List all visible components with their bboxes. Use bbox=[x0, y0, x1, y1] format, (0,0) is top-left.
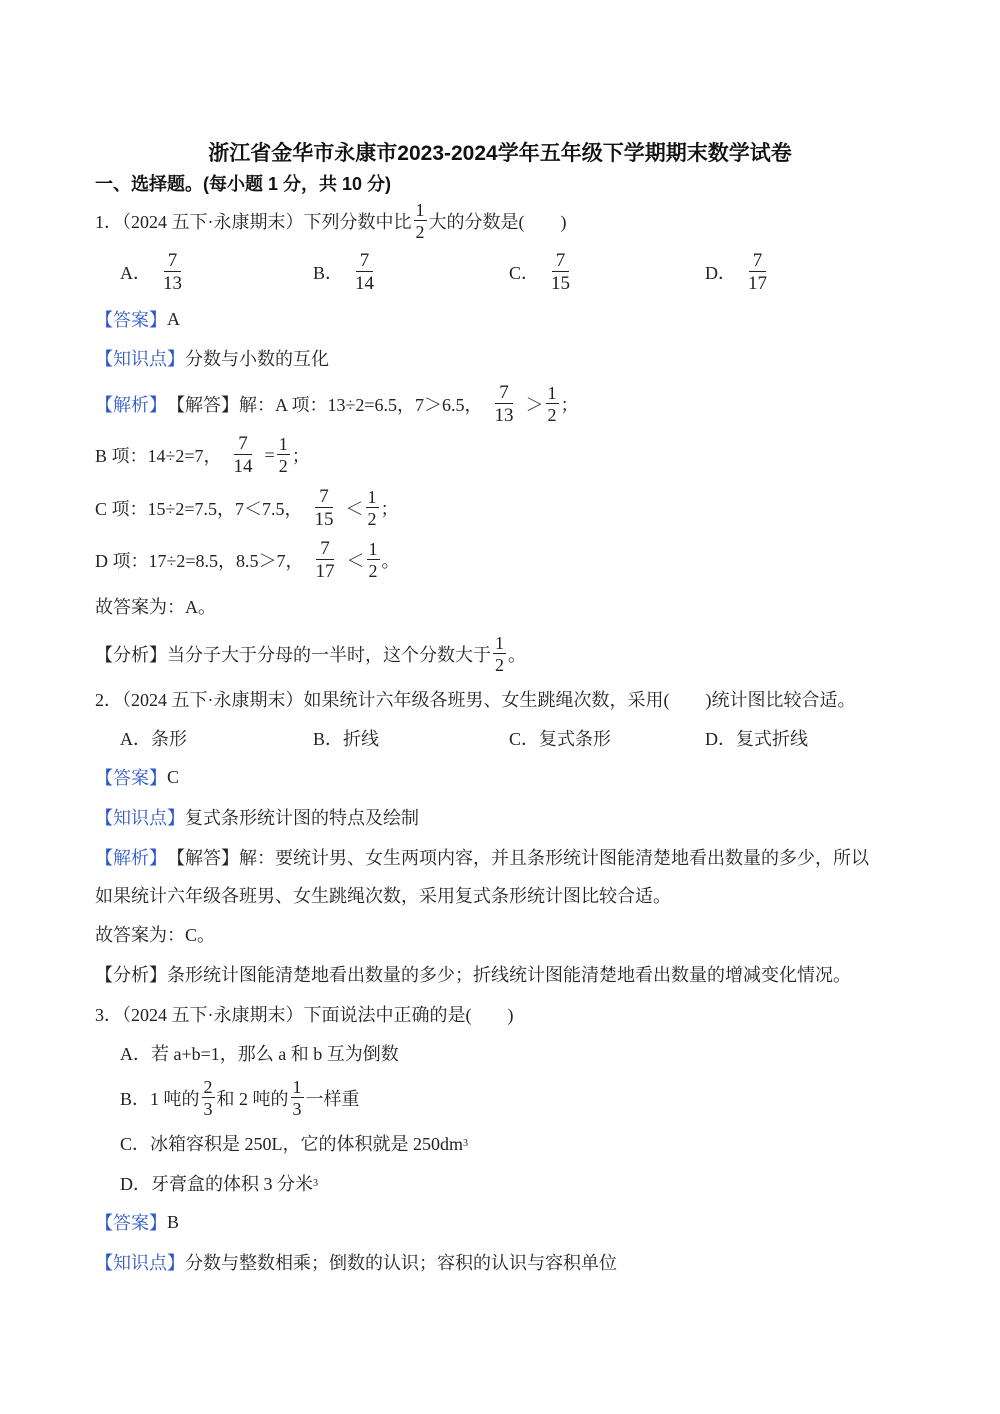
text-run: 【分析】条形统计图能清楚地看出数量的多少；折线统计图能清楚地看出数量的增减变化情况。 bbox=[95, 965, 851, 985]
numerator: 1 bbox=[547, 383, 557, 403]
text-run: 复式条形统计图的特点及绘制 bbox=[185, 808, 419, 828]
text-run: A．条形 bbox=[120, 729, 187, 749]
fraction bbox=[230, 434, 257, 476]
text-line bbox=[95, 384, 579, 424]
text-line bbox=[95, 338, 329, 378]
text-run: 分数与整数相乘；倒数的认识；容积的认识与容积单位 bbox=[185, 1253, 617, 1273]
text-line bbox=[120, 1033, 399, 1073]
denominator: 13 bbox=[494, 405, 514, 426]
text-run: 如果统计六年级各班男、女生跳绳次数，采用复式条形统计图比较合适。 bbox=[95, 886, 671, 906]
text-run: ； bbox=[560, 395, 579, 415]
text-run: C．冰箱容积是 250L，它的体积就是 250dm bbox=[120, 1134, 464, 1154]
text-line bbox=[95, 875, 671, 915]
text-run: 【解答】解：A 项：13÷2=6.5，7＞6.5， bbox=[167, 395, 483, 415]
text-run: ＜ bbox=[346, 551, 365, 571]
section-tag: 【答案】 bbox=[95, 768, 167, 788]
answer-option bbox=[313, 252, 386, 292]
text-run: 大的分数是( ) bbox=[428, 212, 567, 232]
text-line bbox=[120, 1163, 318, 1203]
text-run: B．1 吨的 bbox=[120, 1089, 200, 1109]
fraction bbox=[367, 540, 380, 580]
denominator: 3 bbox=[203, 1099, 213, 1119]
section-tag: 【解析】 bbox=[95, 848, 167, 868]
answer-option bbox=[705, 718, 808, 758]
section-heading: 一、选择题。(每小题 1 分，共 10 分) bbox=[95, 174, 392, 194]
numerator: 7 bbox=[495, 383, 513, 404]
text-line bbox=[95, 299, 180, 339]
denominator: 15 bbox=[314, 509, 334, 530]
answer-option bbox=[509, 718, 611, 758]
denominator: 15 bbox=[551, 273, 571, 294]
fraction bbox=[547, 251, 574, 293]
numerator: 1 bbox=[367, 487, 377, 507]
text-run: 故答案为：A。 bbox=[95, 597, 216, 617]
denominator: 2 bbox=[367, 509, 377, 529]
text-run: D．复式折线 bbox=[705, 729, 808, 749]
denominator: 13 bbox=[163, 273, 182, 294]
text-line bbox=[95, 954, 851, 994]
fraction bbox=[202, 1078, 215, 1118]
text-line bbox=[95, 757, 179, 797]
answer-option bbox=[313, 718, 379, 758]
section-tag: 【解析】 bbox=[95, 395, 167, 415]
text-run: 和 2 吨的 bbox=[216, 1089, 289, 1109]
numerator: 7 bbox=[749, 251, 767, 272]
numerator: 7 bbox=[234, 434, 252, 455]
numerator: 7 bbox=[316, 539, 334, 560]
text-line bbox=[95, 914, 215, 954]
denominator: 2 bbox=[547, 405, 557, 425]
fraction bbox=[351, 251, 378, 293]
numerator: 7 bbox=[552, 251, 570, 272]
text-run: 2．（2024 五下·永康期末）如果统计六年级各班男、女生跳绳次数，采用( )统计图比较合适。 bbox=[95, 690, 856, 710]
text-line bbox=[95, 837, 869, 877]
text-run: 1．（2024 五下·永康期末）下列分数中比 bbox=[95, 212, 412, 232]
text-run: C 项：15÷2=7.5，7＜7.5， bbox=[95, 499, 303, 519]
text-run: C．复式条形 bbox=[509, 729, 612, 749]
fraction bbox=[277, 435, 290, 475]
text-run: 3．（2024 五下·永康期末）下面说法中正确的是( ) bbox=[95, 1005, 514, 1025]
denominator: 2 bbox=[415, 222, 425, 242]
fraction bbox=[311, 487, 338, 529]
section-tag: 【知识点】 bbox=[95, 1253, 185, 1273]
page-title: 浙江省金华市永康市2023-2024学年五年级下学期期末数学试卷 bbox=[208, 142, 792, 165]
denominator: 17 bbox=[748, 273, 767, 294]
text-run: B． bbox=[313, 263, 344, 283]
text-run: 【分析】当分子大于分母的一半时，这个分数大于 bbox=[95, 645, 491, 665]
numerator: 7 bbox=[315, 487, 333, 508]
text-run: 。 bbox=[381, 551, 400, 571]
text-run: B bbox=[167, 1211, 180, 1232]
text-line bbox=[120, 1123, 468, 1163]
denominator: 2 bbox=[495, 655, 504, 675]
denominator: 14 bbox=[355, 273, 375, 294]
text-run: D．牙膏盒的体积 3 分米 bbox=[120, 1174, 313, 1194]
answer-option bbox=[120, 252, 194, 292]
text-line bbox=[95, 1242, 617, 1282]
fraction bbox=[491, 383, 518, 425]
numerator: 1 bbox=[368, 539, 378, 559]
fraction bbox=[291, 1078, 304, 1118]
text-run: A． bbox=[120, 263, 151, 283]
text-run: A bbox=[167, 308, 180, 329]
text-line bbox=[95, 797, 419, 837]
text-run: ； bbox=[380, 499, 399, 519]
numerator: 1 bbox=[415, 200, 425, 220]
denominator: 2 bbox=[278, 456, 288, 476]
numerator: 7 bbox=[356, 251, 374, 272]
fraction bbox=[493, 634, 506, 674]
text-run: 一样重 bbox=[305, 1089, 360, 1109]
text-run: 故答案为：C。 bbox=[95, 925, 216, 945]
text-run: D． bbox=[705, 263, 736, 283]
fraction bbox=[159, 251, 186, 293]
text-line bbox=[95, 679, 855, 719]
fraction bbox=[366, 488, 379, 528]
text-line bbox=[95, 634, 526, 674]
text-run: = bbox=[264, 444, 275, 465]
numerator: 2 bbox=[203, 1077, 213, 1097]
answer-option bbox=[705, 252, 779, 292]
text-run: B 项：14÷2=7， bbox=[95, 446, 222, 466]
section-tag: 【知识点】 bbox=[95, 349, 185, 369]
fraction bbox=[546, 384, 559, 424]
fraction bbox=[312, 539, 339, 581]
text-line bbox=[95, 586, 216, 626]
text-run: ； bbox=[291, 446, 310, 466]
fraction bbox=[414, 201, 427, 241]
text-run: C． bbox=[509, 263, 540, 283]
section-tag: 【答案】 bbox=[95, 310, 167, 330]
fraction bbox=[744, 251, 771, 293]
superscript: 3 bbox=[313, 1177, 318, 1189]
numerator: 1 bbox=[495, 633, 504, 653]
denominator: 3 bbox=[292, 1099, 302, 1119]
section-tag: 【知识点】 bbox=[95, 808, 185, 828]
text-line bbox=[120, 1078, 360, 1118]
superscript: 3 bbox=[463, 1137, 469, 1149]
text-line bbox=[95, 488, 399, 528]
answer-option bbox=[120, 718, 187, 758]
denominator: 14 bbox=[233, 456, 253, 477]
numerator: 7 bbox=[164, 251, 182, 272]
text-run: ＜ bbox=[345, 499, 364, 519]
numerator: 1 bbox=[278, 434, 288, 454]
text-run: B．折线 bbox=[313, 729, 380, 749]
text-run: 【解答】解：要统计男、女生两项内容，并且条形统计图能清楚地看出数量的多少，所以 bbox=[167, 848, 869, 868]
text-line bbox=[95, 994, 513, 1034]
text-run: 。 bbox=[508, 645, 526, 665]
text-line bbox=[95, 1202, 179, 1242]
section-tag: 【答案】 bbox=[95, 1213, 167, 1233]
text-line bbox=[95, 435, 310, 475]
text-run: 分数与小数的互化 bbox=[185, 349, 329, 369]
text-run: D 项：17÷2=8.5，8.5＞7， bbox=[95, 551, 304, 571]
text-run: ＞ bbox=[525, 395, 544, 415]
text-line bbox=[95, 540, 400, 580]
text-line bbox=[95, 201, 567, 241]
denominator: 2 bbox=[368, 561, 378, 581]
text-run: A．若 a+b=1，那么 a 和 b 互为倒数 bbox=[120, 1044, 399, 1064]
answer-option bbox=[509, 252, 582, 292]
text-run: C bbox=[167, 766, 180, 787]
denominator: 17 bbox=[315, 561, 335, 582]
numerator: 1 bbox=[292, 1077, 302, 1097]
